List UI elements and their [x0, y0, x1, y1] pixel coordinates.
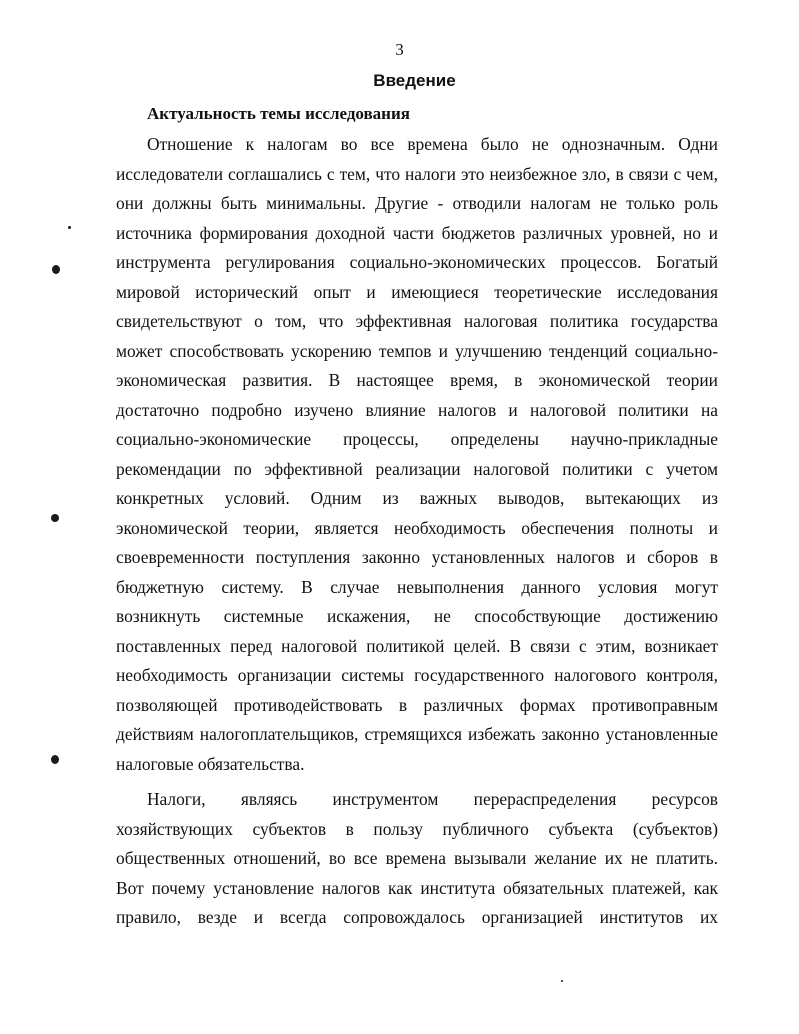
text-line: правило, везде и всегда сопровождалось организацией институтов их: [116, 907, 718, 927]
text-line: Вот почему установление налогов как института обязательных платежей, как: [116, 877, 718, 898]
paragraph-1: [116, 130, 718, 779]
text-line: общественных отношений, во все времена вызывали желание их не платить.: [116, 848, 718, 868]
text-line: необходимость организации системы государственного налогового контроля,: [116, 665, 718, 685]
text-line: поставленных перед налоговой политикой целей. В связи с этим, возникает: [116, 635, 718, 656]
text-line: позволяющей противодействовать в различных формах противоправным: [116, 694, 718, 715]
scan-mark: [52, 265, 60, 274]
text-line: свидетельствуют о том, что эффективная налоговая политика государства: [116, 311, 718, 331]
scan-mark: [51, 514, 59, 522]
scan-mark: [561, 980, 563, 982]
text-line: действиям налогоплательщиков, стремящихся избежать законно установленные: [116, 724, 718, 744]
text-line: социально-экономические процессы, определены научно-прикладные: [116, 429, 718, 449]
text-line: своевременности поступления законно установленных налогов и сборов в: [116, 547, 718, 567]
text-line: бюджетную систему. В случае невыполнения данного условия могут: [116, 576, 718, 597]
scan-mark: [68, 226, 71, 229]
scan-mark: [51, 755, 59, 764]
text-line: инструмента регулирования социально-экономических процессов. Богатый: [116, 252, 718, 272]
paragraph-2: [116, 785, 718, 933]
text-line: Налоги, являясь инструментом перераспределения ресурсов: [147, 789, 718, 809]
text-line: рекомендации по эффективной реализации налоговой политики с учетом: [116, 458, 718, 479]
text-line: конкретных условий. Одним из важных выводов, вытекающих из: [116, 488, 718, 508]
text-line: может способствовать ускорению темпов и улучшению тенденций социально-: [116, 340, 718, 361]
text-line: они должны быть минимальны. Другие - отводили налогам не только роль: [116, 193, 718, 213]
text-line: достаточно подробно изучено влияние налогов и налоговой политики на: [116, 399, 718, 420]
page-number: 3: [395, 40, 404, 59]
text-line: источника формирования доходной части бюджетов различных уровней, но и: [116, 222, 718, 243]
text-line: хозяйствующих субъектов в пользу публичного субъекта (субъектов): [116, 818, 718, 839]
text-line: возникнуть системные искажения, не способствующие достижению: [116, 606, 718, 626]
page-title: Введение: [373, 71, 456, 90]
text-line: налоговые обязательства.: [116, 753, 305, 774]
text-line: Отношение к налогам во все времена было не однозначным. Одни: [147, 134, 718, 154]
text-line: мировой исторический опыт и имеющиеся теоретические исследования: [116, 281, 718, 302]
text-line: экономической теории, является необходимость обеспечения полноты и: [116, 517, 718, 538]
text-line: исследователи соглашались с тем, что налоги это неизбежное зло, в связи с чем,: [116, 163, 718, 184]
text-line: экономическая развития. В настоящее время, в экономической теории: [116, 370, 718, 390]
section-subtitle: Актуальность темы исследования: [147, 104, 410, 123]
